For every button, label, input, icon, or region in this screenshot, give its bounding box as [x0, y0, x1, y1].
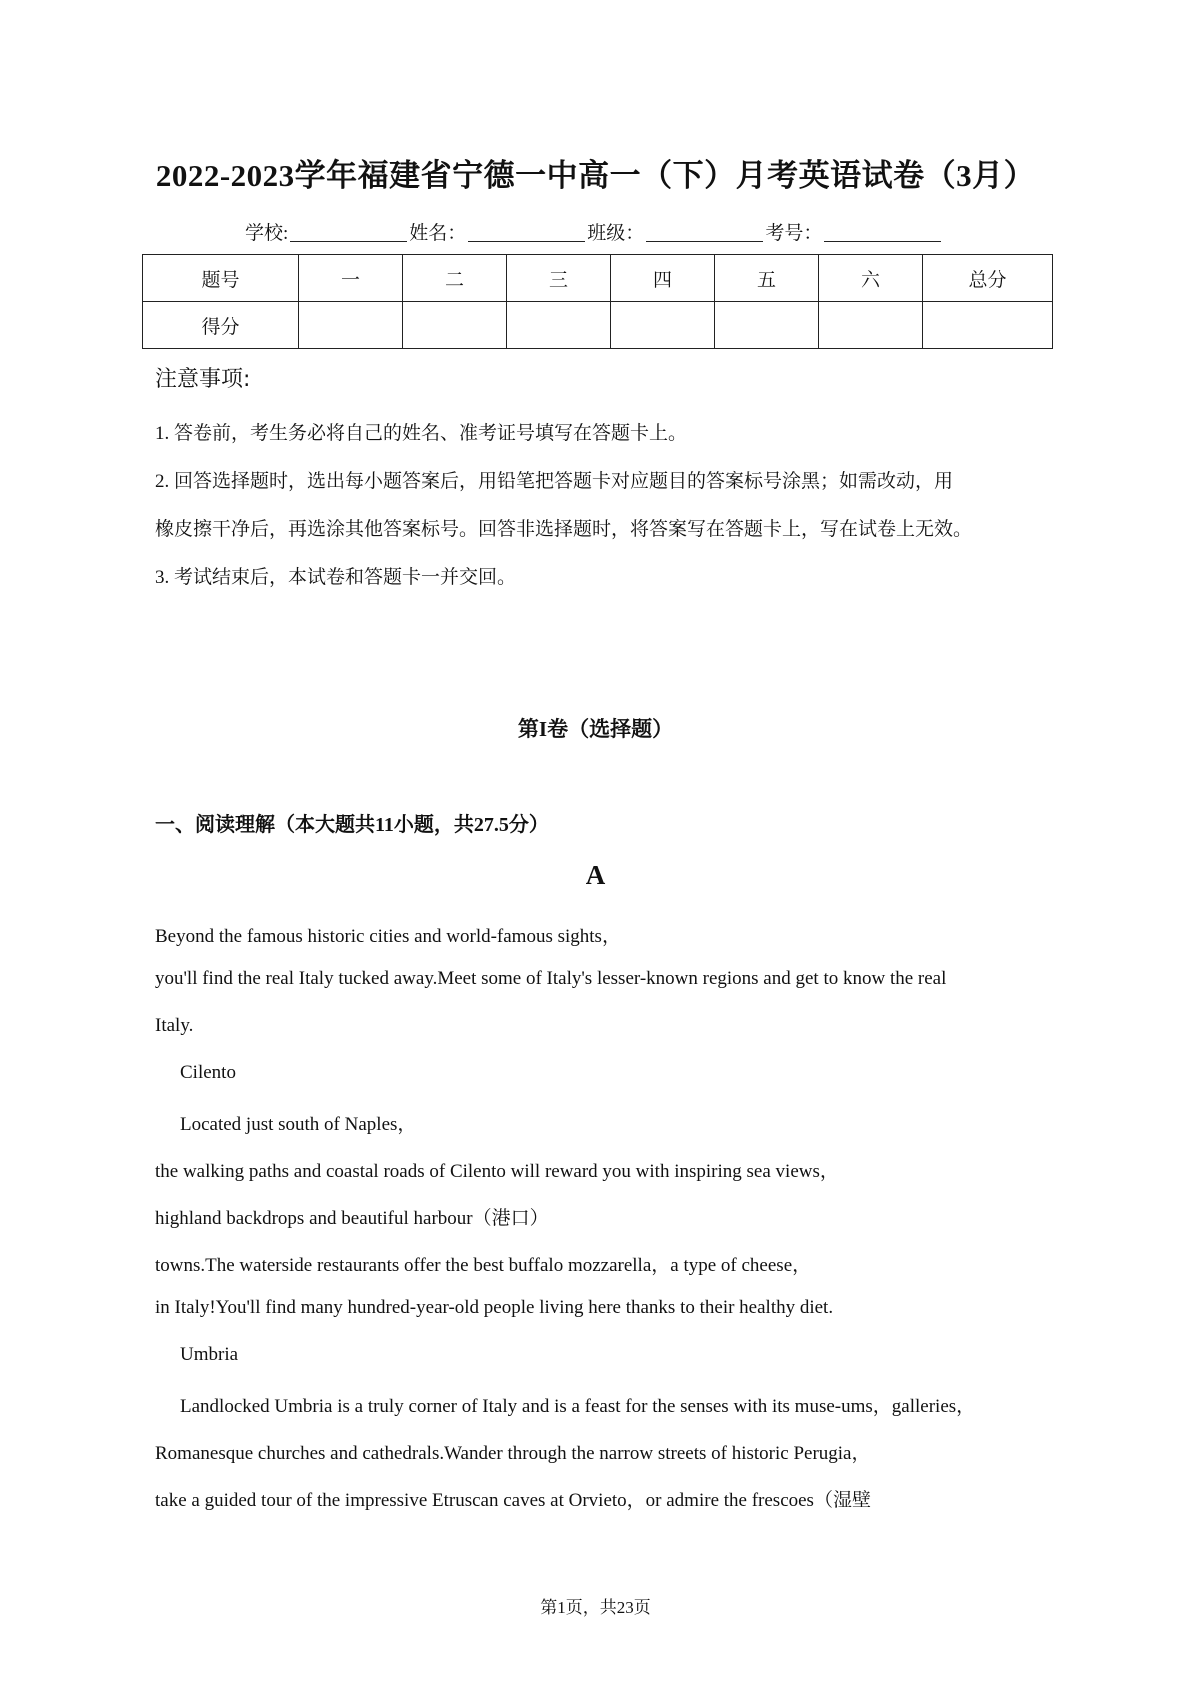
score-cell-header: 一 [299, 255, 403, 302]
score-cell-header: 总分 [923, 255, 1053, 302]
score-cell [403, 302, 507, 349]
score-cell-header: 三 [507, 255, 611, 302]
passage-line: Romanesque churches and cathedrals.Wander through the narrow streets of historic Perugia， [155, 1443, 871, 1464]
exam-title: 2022-2023学年福建省宁德一中高一（下）月考英语试卷（3月） [155, 158, 1036, 193]
note-item-1: 1. 答卷前，考生务必将自己的姓名、准考证号填写在答题卡上。 [155, 423, 688, 444]
score-table-score-row [143, 302, 1053, 349]
passage-subheading: Umbria [180, 1344, 239, 1365]
school-label: 学校: [245, 223, 289, 244]
passage-line: take a guided tour of the impressive Etruscan caves at Orvieto，or admire the frescoes（湿壁 [155, 1490, 871, 1511]
passage-line: Located just south of Naples， [180, 1114, 417, 1135]
score-cell [819, 302, 923, 349]
score-row-label: 得分 [143, 302, 299, 349]
score-cell-header: 二 [403, 255, 507, 302]
passage-letter: A [585, 860, 606, 890]
note-item-2b: 橡皮擦干净后，再选涂其他答案标号。回答非选择题时，将答案写在答题卡上，写在试卷上无效。 [155, 519, 973, 540]
part-title: 一、阅读理解（本大题共11小题，共27.5分） [155, 814, 549, 836]
passage-line: you'll find the real Italy tucked away.Meet some of Italy's lesser-known regions and get to know the real [155, 968, 947, 989]
passage-line: in Italy!You'll find many hundred-year-old people living here thanks to their healthy diet. [155, 1297, 834, 1318]
score-cell-header: 六 [819, 255, 923, 302]
score-cell-header: 五 [715, 255, 819, 302]
name-blank [468, 223, 585, 242]
score-cell-header: 四 [611, 255, 715, 302]
passage-line: Landlocked Umbria is a truly corner of Italy and is a feast for the senses with its muse-ums，galleries， [180, 1396, 976, 1417]
score-cell [507, 302, 611, 349]
passage-subheading: Cilento [180, 1062, 236, 1083]
score-cell [715, 302, 819, 349]
passage-line: the walking paths and coastal roads of Cilento will reward you with inspiring sea views， [155, 1161, 839, 1182]
exam-no-blank [824, 223, 941, 242]
page-footer: 第1页，共23页 [540, 1598, 651, 1617]
score-cell [299, 302, 403, 349]
note-item-2a: 2. 回答选择题时，选出每小题答案后，用铅笔把答题卡对应题目的答案标号涂黑；如需改动，用 [155, 471, 954, 492]
score-table [142, 254, 1053, 349]
score-cell-header: 题号 [143, 255, 299, 302]
notes-heading: 注意事项: [155, 367, 251, 392]
score-cell [923, 302, 1053, 349]
school-blank [290, 223, 407, 242]
passage-line: towns.The waterside restaurants offer the best buffalo mozzarella，a type of cheese， [155, 1255, 812, 1276]
note-item-3: 3. 考试结束后，本试卷和答题卡一并交回。 [155, 567, 517, 588]
passage-line: Italy. [155, 1015, 194, 1036]
section-title: 第I卷（选择题） [517, 717, 674, 741]
passage-line: Beyond the famous historic cities and world-famous sights， [155, 926, 621, 947]
class-label: 班级： [587, 223, 645, 244]
exam-no-label: 考号： [765, 223, 823, 244]
score-cell [611, 302, 715, 349]
student-info-line [245, 218, 943, 245]
name-label: 姓名： [409, 223, 467, 244]
passage-line: highland backdrops and beautiful harbour（港口） [155, 1208, 549, 1229]
score-table-header-row [143, 255, 1053, 302]
class-blank [646, 223, 763, 242]
